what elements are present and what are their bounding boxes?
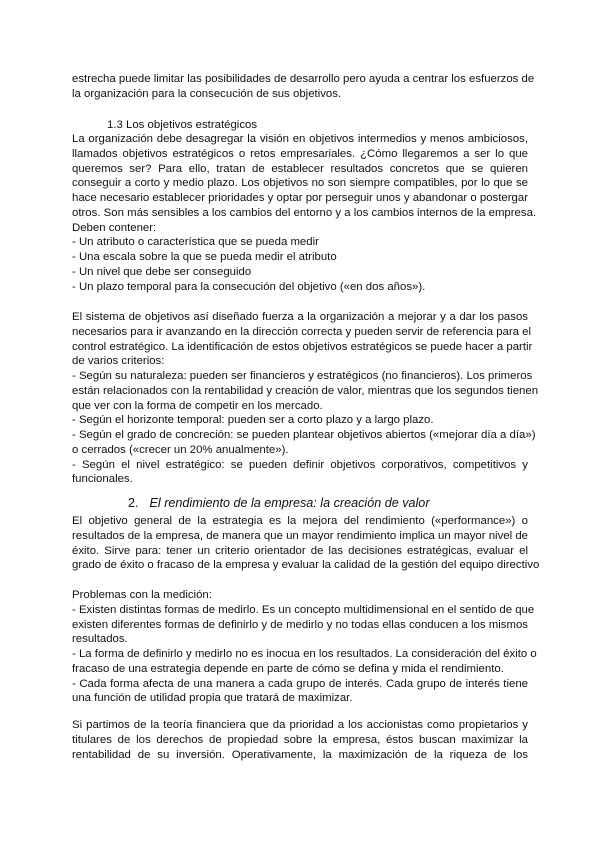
list-item: - Un atributo o característica que se pueda medir	[72, 236, 319, 249]
section-2-paragraph-1	[72, 514, 540, 573]
criteria-line: que ver con la forma de competir en los mercado.	[72, 399, 323, 412]
criteria-line: - Según el grado de concreción: se pueden plantear objetivos abiertos («mejorar día a día»)	[72, 429, 536, 441]
problems-label: Problemas con la medición:	[72, 589, 212, 601]
problem-line: fracaso de una estrategia depende en parte de cómo se defina y mida el rendimiento.	[72, 662, 504, 675]
text-line: necesarios para ir avanzando en la dirección correcta y pueden servir de referencia para el	[72, 325, 532, 338]
text-line: queremos ser? Para ello, tratan de establecer resultados concretos que se quieren	[72, 162, 528, 175]
text-line: llamados objetivos estratégicos o retos empresariales. ¿Cómo llegaremos a ser lo que	[72, 147, 528, 160]
criteria-line: - Según el nivel estratégico: se pueden definir objetivos corporativos, competitivos y	[72, 458, 528, 471]
text-line: resultados de la empresa, de manera que un mayor rendimiento implica un mayor nivel de	[72, 529, 528, 542]
section-title: El rendimiento de la empresa: la creación de valor	[149, 496, 430, 510]
section-heading-2	[128, 495, 430, 511]
text-line: titulares de los derechos de propiedad sobre la empresa, éstos buscan maximizar la	[72, 733, 528, 746]
text-line: El sistema de objetivos así diseñado fuerza a la organización a mejorar y a dar los pasos	[72, 311, 528, 323]
problem-line: resultados.	[72, 633, 128, 646]
text-line: otros. Son más sensibles a los cambios del entorno y a los cambios internos de la empresa.	[72, 206, 537, 219]
text-line: grado de éxito o fracaso de la empresa y evaluar la calidad de la gestión del equipo directivo	[72, 559, 540, 572]
section-1-3-paragraph-2	[72, 310, 539, 487]
text-line: estrecha puede limitar las posibilidades de desarrollo pero ayuda a centrar los esfuerzos de	[72, 73, 535, 85]
list-item: - Un nivel que debe ser conseguido	[72, 265, 252, 278]
text-line: Si partimos de la teoría financiera que da prioridad a los accionistas como propietarios y	[72, 719, 528, 731]
section-2-paragraph-2	[72, 718, 528, 762]
text-line: hace necesario establecer prioridades y optar por perseguir unos y abandonar o postergar	[72, 192, 528, 204]
contain-label: Deben contener:	[72, 221, 157, 234]
section-heading-1-3: 1.3 Los objetivos estratégicos	[107, 119, 258, 131]
text-line: conseguir a corto y medio plazo. Los objetivos no son siempre compatibles, por lo que se	[72, 177, 528, 190]
text-line: La organización debe desagregar la visión en objetivos intermedios y menos ambiciosos,	[72, 133, 528, 145]
list-item: - Una escala sobre la que se pueda medir el atributo	[72, 251, 337, 263]
list-item: - Un plazo temporal para la consecución del objetivo («en dos años»).	[72, 280, 426, 293]
text-line: de varios criterios:	[72, 355, 165, 368]
criteria-line: o cerrados («crecer un 20% anualmente»).	[72, 443, 289, 456]
criteria-line: están relacionados con la rentabilidad y creación de valor, mientras que los segundos tienen	[72, 384, 539, 397]
problem-line: una función de utilidad propia que tratará de maximizar.	[72, 692, 353, 705]
problem-line: - La forma de definirlo y medirlo no es inocua en los resultados. La consideración del éxito o	[72, 648, 537, 660]
section-number: 2.	[128, 496, 139, 510]
criteria-line: funcionales.	[72, 473, 133, 486]
text-line: la organización para la consecución de sus objetivos.	[72, 87, 342, 100]
problem-line: existen diferentes formas de definirlo y de medirlo y no todas ellas conducen a los mismos	[72, 618, 528, 631]
text-line: control estratégico. La identificación de estos objetivos estratégicos se puede hacer a partir	[72, 340, 533, 353]
problem-line: - Cada forma afecta de una manera a cada grupo de interés. Cada grupo de interés tiene	[72, 677, 528, 690]
text-line: rentabilidad de su inversión. Operativamente, la maximización de la riqueza de los	[72, 748, 528, 761]
text-line: El objetivo general de la estrategia es la mejora del rendimiento («performance») o	[72, 515, 528, 527]
criteria-line: - Según su naturaleza: pueden ser financieros y estratégicos (no financieros). Los primeros	[72, 370, 533, 382]
intro-paragraph	[72, 72, 535, 102]
problems-section	[72, 588, 537, 706]
problem-line: - Existen distintas formas de medirlo. Es un concepto multidimensional en el sentido de que	[72, 603, 535, 616]
criteria-line: - Según el horizonte temporal: pueden ser a corto plazo y a largo plazo.	[72, 414, 434, 427]
section-1-3-paragraph-1	[72, 132, 537, 294]
text-line: éxito. Sirve para: tener un criterio orientador de las decisiones estratégicas, evaluar el	[72, 544, 528, 557]
